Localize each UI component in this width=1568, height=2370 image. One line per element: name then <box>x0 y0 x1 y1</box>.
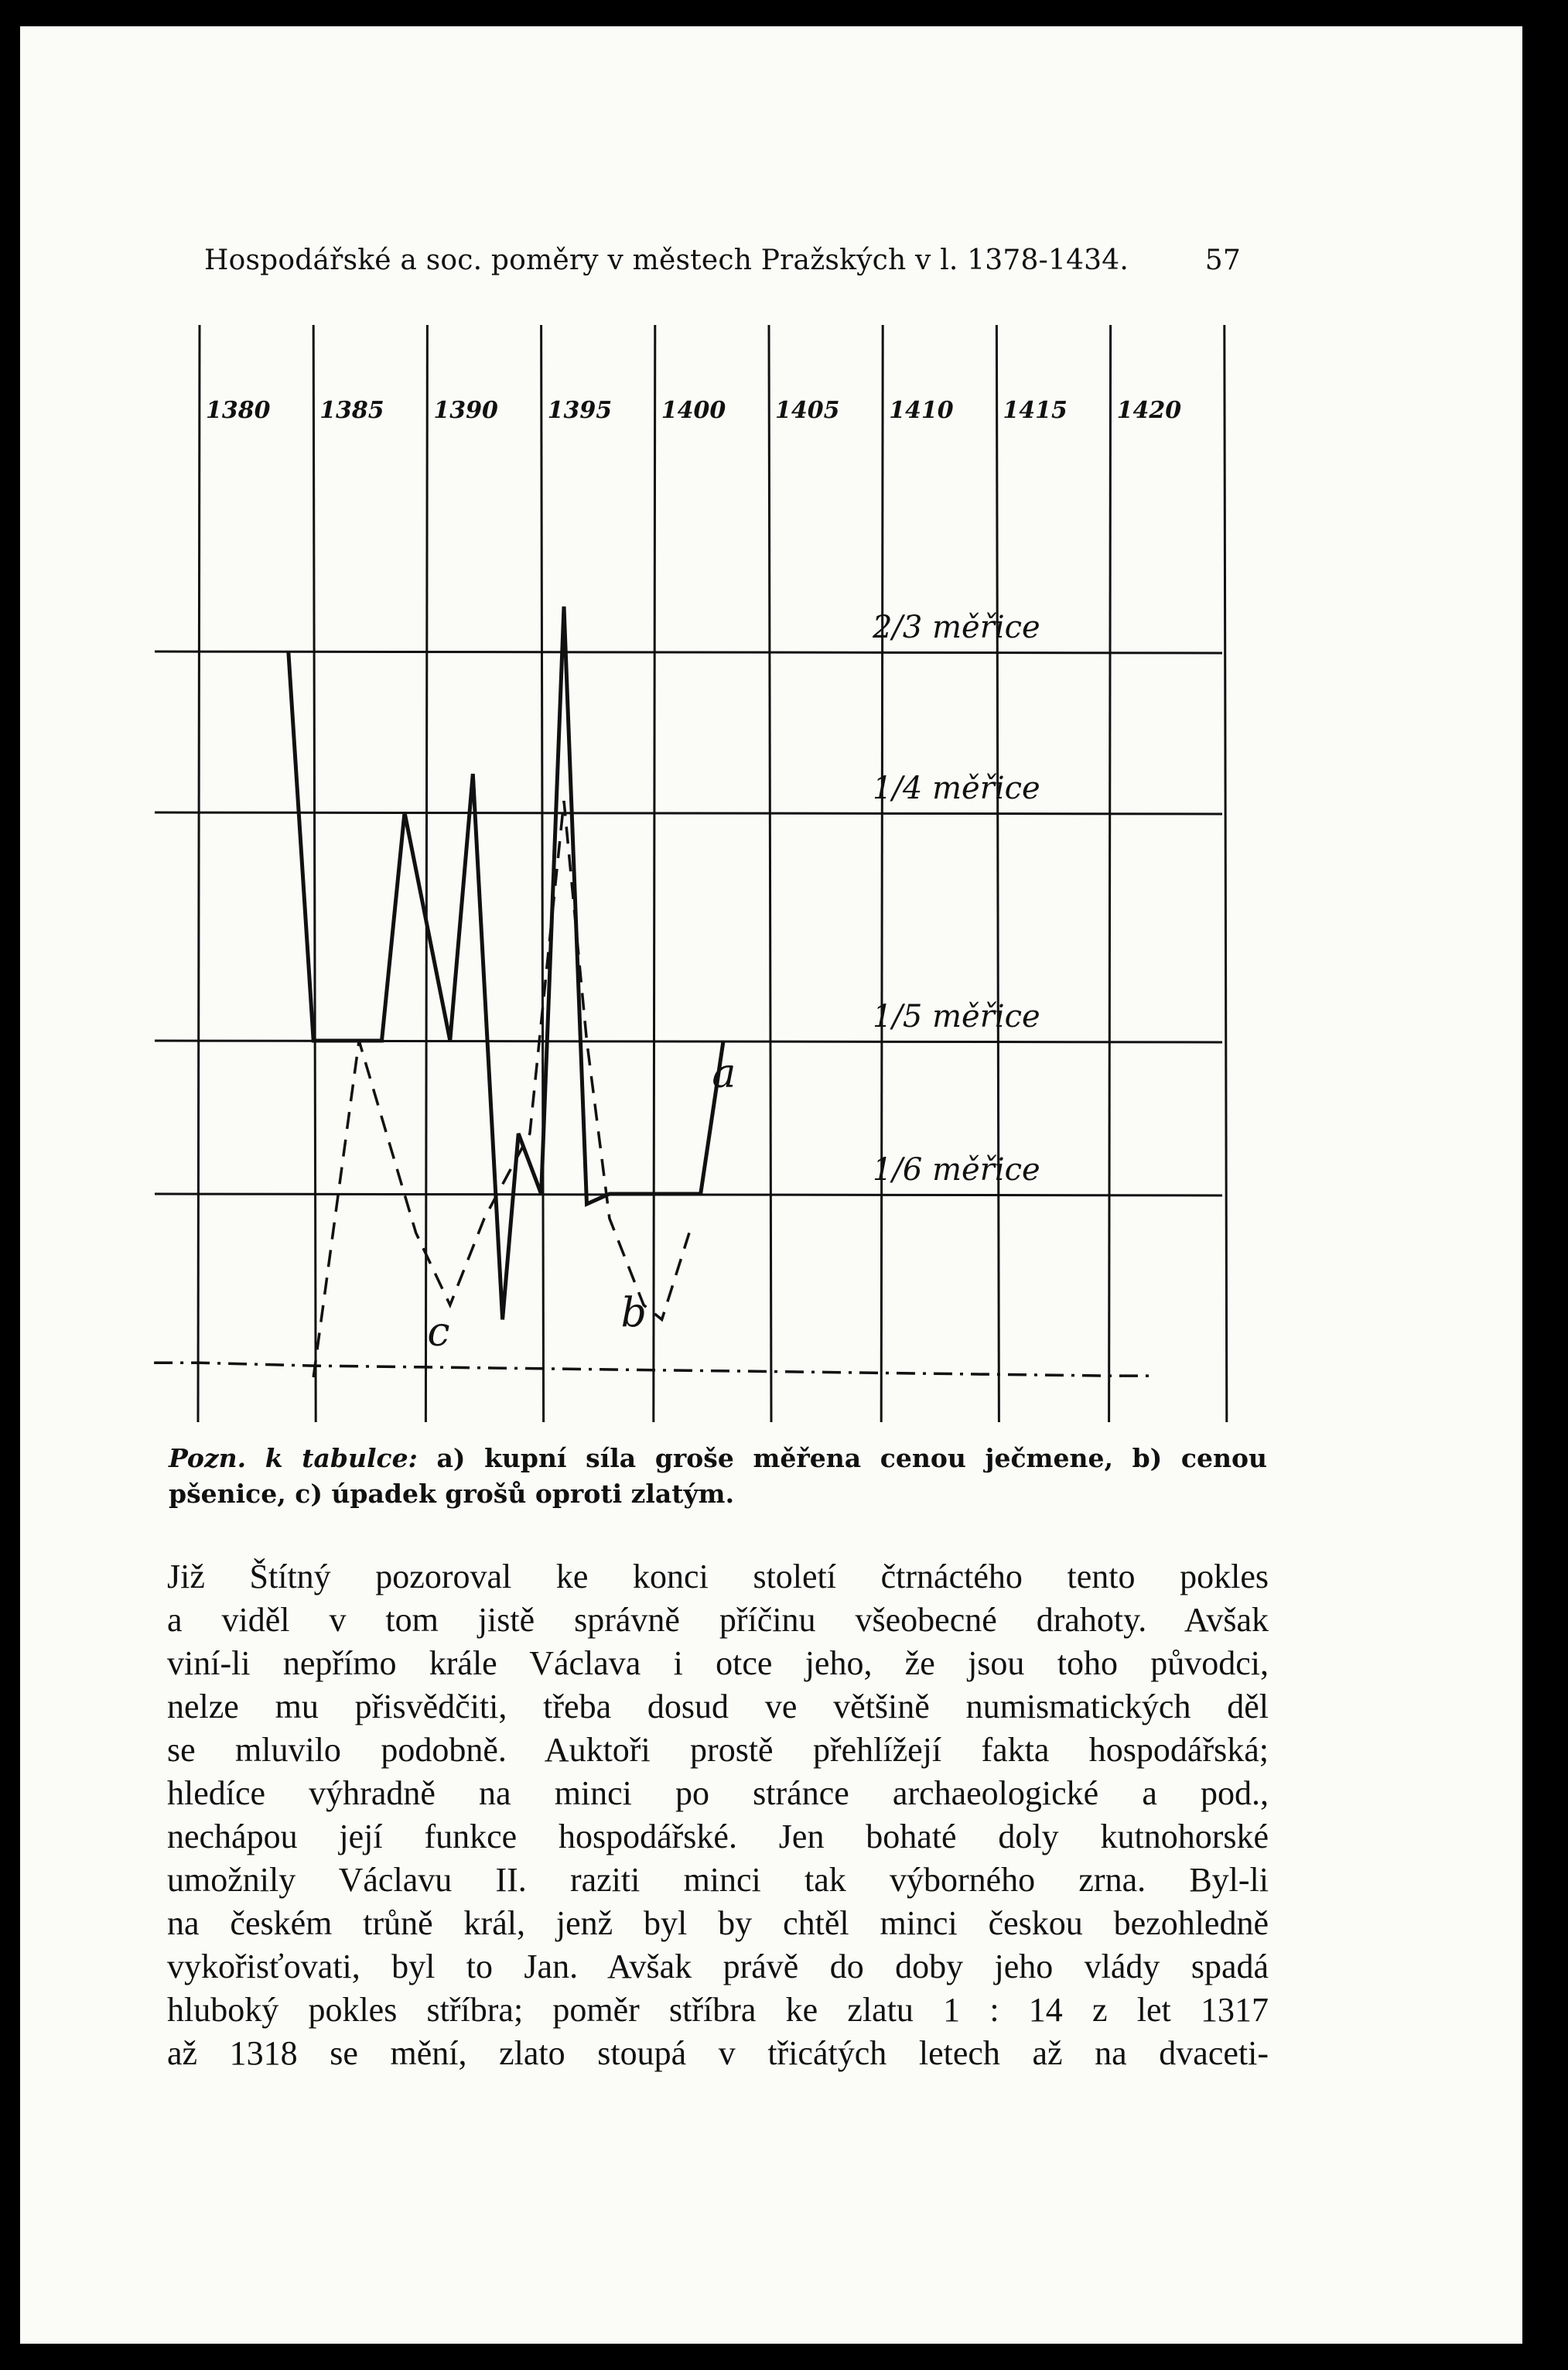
vertical-grid-line <box>769 325 771 1422</box>
x-tick-label: 1420 <box>1116 397 1182 424</box>
vertical-grid-line <box>881 325 883 1422</box>
chart-footnote <box>169 1441 1267 1512</box>
vertical-grid-line <box>1109 325 1111 1422</box>
body-line: hledíce výhradně na minci po stránce archaeologické a pod., <box>167 1774 1269 1812</box>
running-head-title: Hospodářské a soc. poměry v městech Pražských v l. 1378-1434. <box>204 245 1129 276</box>
body-line: nechápou její funkce hospodářské. Jen bohaté doly kutnohorské <box>167 1818 1269 1855</box>
body-line: a viděl v tom jistě správně příčinu všeobecné drahoty. Avšak <box>167 1601 1269 1639</box>
y-level-label: 1/5 měřice <box>873 999 1040 1035</box>
x-tick-label: 1405 <box>775 397 840 424</box>
body-line: umožnily Václavu II. raziti minci tak výborného zrna. Byl-li <box>167 1861 1269 1899</box>
footnote-text: a) kupní síla groše měřena cenou ječmene, b) cenou pšenice, c) úpadek grošů oproti zlatým. <box>169 1443 1267 1509</box>
horizontal-grid-line <box>155 651 1222 653</box>
chart-grid <box>155 325 1227 1422</box>
x-tick-label: 1400 <box>661 397 726 424</box>
y-level-label: 1/4 měřice <box>873 771 1040 806</box>
series-label-c: c <box>427 1308 450 1356</box>
footnote-label: Pozn. k tabulce: <box>169 1443 418 1473</box>
series-line-a <box>289 607 723 1320</box>
vertical-grid-line <box>996 325 999 1422</box>
x-tick-label: 1410 <box>889 397 954 424</box>
body-line: na českém trůně král, jenž byl by chtěl minci českou bezohledně <box>167 1904 1269 1942</box>
vertical-grid-line <box>198 325 200 1422</box>
x-tick-label: 1390 <box>433 397 498 424</box>
x-tick-labels <box>206 397 1181 424</box>
vertical-grid-line <box>654 325 655 1422</box>
x-tick-label: 1380 <box>206 397 271 424</box>
body-line: až 1318 se mění, zlato stoupá v třicátých letech až na dvaceti- <box>167 2034 1269 2072</box>
y-level-labels <box>872 610 1040 1188</box>
body-line: nelze mu přisvědčiti, třeba dosud ve většině numismatických děl <box>167 1688 1269 1725</box>
body-paragraph <box>167 1555 1269 2075</box>
vertical-grid-line <box>541 325 544 1422</box>
y-level-label: 1/6 měřice <box>873 1152 1040 1188</box>
body-line: hluboký pokles stříbra; poměr stříbra ke zlatu 1 : 14 z let 1317 <box>167 1991 1269 2029</box>
horizontal-grid-line <box>155 812 1222 814</box>
x-tick-label: 1415 <box>1003 397 1068 424</box>
vertical-grid-line <box>1225 325 1227 1422</box>
series-line-c <box>154 1363 1156 1376</box>
vertical-grid-line <box>313 325 316 1422</box>
x-tick-label: 1395 <box>547 397 613 424</box>
page-number: 57 <box>1204 245 1241 276</box>
body-line: viní-li nepřímo krále Václava i otce jeho, že jsou toho původci, <box>167 1644 1269 1682</box>
x-tick-label: 1385 <box>319 397 384 424</box>
body-line: se mluvilo podobně. Auktoři prostě přehlížejí fakta hospodářská; <box>167 1731 1269 1769</box>
series-label-a: a <box>712 1051 736 1097</box>
body-line: vykořisťovati, byl to Jan. Avšak právě do doby jeho vlády spadá <box>167 1948 1269 1985</box>
body-line: Již Štítný pozoroval ke konci století čtrnáctého tento pokles <box>167 1558 1269 1595</box>
y-level-label: 2/3 měřice <box>873 610 1040 645</box>
series-label-b: b <box>620 1290 647 1337</box>
